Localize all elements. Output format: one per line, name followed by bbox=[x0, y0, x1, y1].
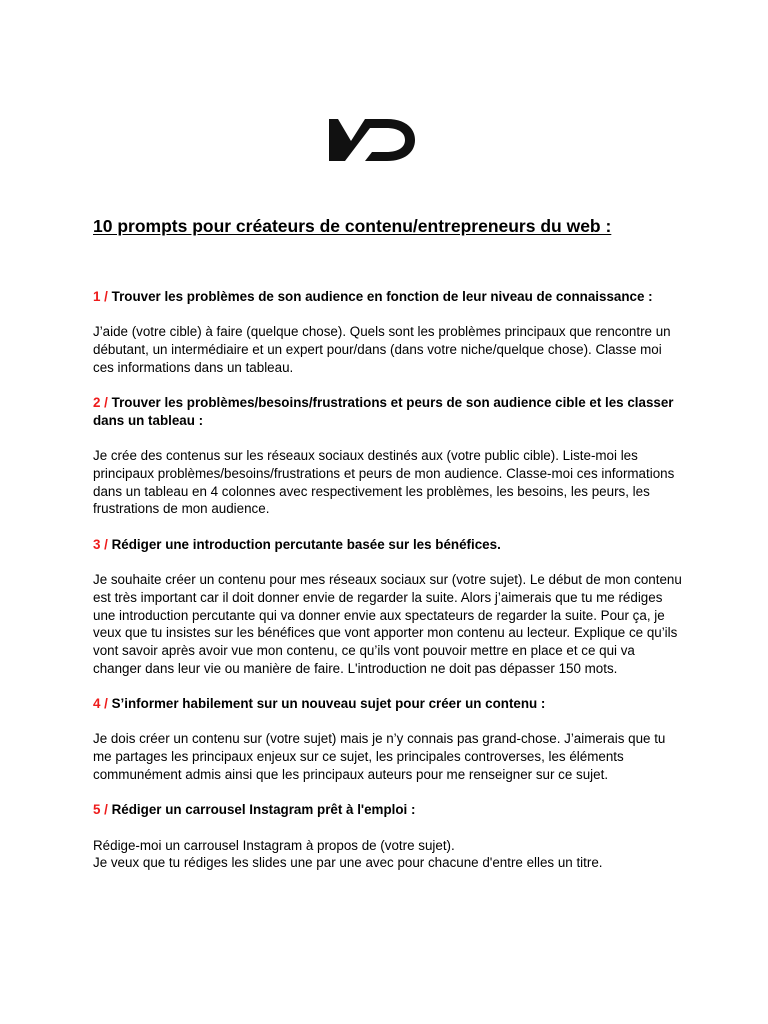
section-body bbox=[93, 447, 683, 518]
prompt-list bbox=[93, 288, 683, 890]
section-paragraph: Rédige-moi un carrousel Instagram à propos de (votre sujet). bbox=[93, 837, 455, 853]
section-number: 4 / bbox=[93, 696, 108, 712]
section-paragraph: Je dois créer un contenu sur (votre sujet) mais je n’y connais pas grand-chose. J’aimerais que tu me partages les principaux enjeux sur ce sujet, les principales controverses, les éléments communément admis ainsi que les principaux auteurs pour me renseigner sur ce sujet. bbox=[93, 731, 666, 782]
section-number: 3 / bbox=[93, 536, 108, 552]
section-heading-text: Rédiger une introduction percutante basée sur les bénéfices. bbox=[111, 536, 501, 552]
section-body bbox=[93, 837, 683, 872]
section-number: 1 / bbox=[93, 289, 108, 304]
section-heading-text: Trouver les problèmes/besoins/frustrations et peurs de son audience cible et les classer dans un tableau : bbox=[93, 395, 674, 428]
prompt-section bbox=[93, 695, 683, 784]
prompt-section bbox=[93, 536, 683, 678]
prompt-section bbox=[93, 394, 683, 518]
section-paragraph: Je souhaite créer un contenu pour mes réseaux sociaux sur (votre sujet). Le début de mon contenu est très important car il doit donner envie de regarder la suite. Alors j’aimerais que tu me rédiges une introduction percutante qui va donner envie aux spectateurs de regarder la suite. Pour ça, je veux que tu insistes sur les bénéfices que vont apporter mon contenu au lecteur. Explique ce qu’ils vont savoir après avoir vue mon contenu, ce qu’ils vont pouvoir mettre en place et ce qui va changer dans leur vie ou manière de faire. L'introduction ne doit pas dépasser 150 mots. bbox=[93, 572, 682, 676]
section-number: 2 / bbox=[93, 395, 108, 411]
prompt-section bbox=[93, 288, 683, 377]
section-body bbox=[93, 730, 683, 783]
section-heading bbox=[93, 801, 683, 819]
section-heading-text: Trouver les problèmes de son audience en fonction de leur niveau de connaissance : bbox=[111, 289, 653, 304]
section-body bbox=[93, 323, 683, 376]
section-paragraph: Je crée des contenus sur les réseaux sociaux destinés aux (votre public cible). Liste-moi les principaux problèmes/besoins/frustrations et peurs de mon audience. Classe-moi ces informations dans un tableau en 4 colonnes avec respectivement les problèmes, les besoins, les peurs, les frustrations de mon audience. bbox=[93, 448, 675, 517]
page-title: 10 prompts pour créateurs de contenu/entrepreneurs du web : bbox=[93, 216, 612, 236]
section-heading bbox=[93, 288, 683, 306]
section-heading bbox=[93, 394, 683, 429]
section-heading bbox=[93, 536, 683, 554]
section-heading bbox=[93, 695, 683, 713]
section-number: 5 / bbox=[93, 802, 108, 818]
section-paragraph: J’aide (votre cible) à faire (quelque chose). Quels sont les problèmes principaux que rencontre un débutant, un intermédiaire et un expert pour/dans (dans votre niche/quelque chose). Classe moi ces informations dans un tableau. bbox=[93, 324, 671, 375]
md-logo bbox=[329, 119, 415, 161]
section-heading-text: S’informer habilement sur un nouveau sujet pour créer un contenu : bbox=[111, 696, 546, 712]
section-heading-text: Rédiger un carrousel Instagram prêt à l'emploi : bbox=[111, 802, 416, 818]
prompt-section bbox=[93, 801, 683, 872]
section-body bbox=[93, 571, 683, 677]
section-paragraph: Je veux que tu rédiges les slides une par une avec pour chacune d'entre elles un titre. bbox=[93, 855, 603, 871]
